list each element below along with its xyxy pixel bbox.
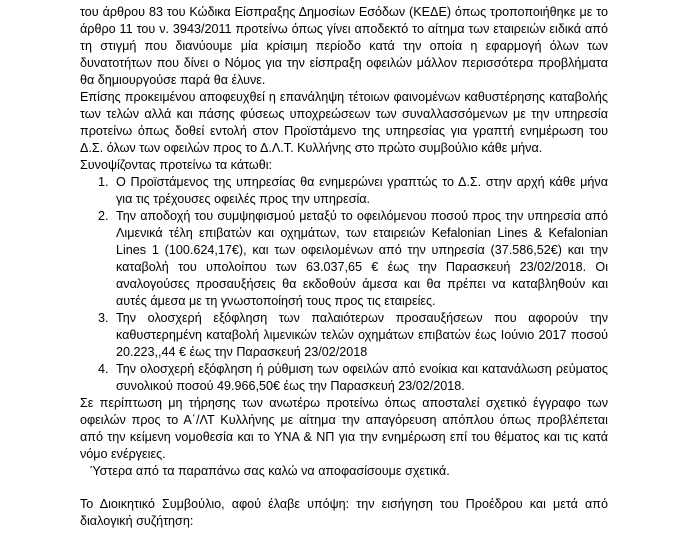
list-text: Ο Προϊστάμενος της υπηρεσίας θα ενημερώνει γραπτώς το Δ.Σ. στην αρχή κάθε μήνα για τις τρέχουσες οφειλές προς την υπηρεσία.: [116, 175, 608, 206]
list-item: [80, 361, 608, 395]
list-number: 3.: [98, 311, 109, 325]
paragraph-decide: Ύστερα από τα παραπάνω σας καλώ να αποφασίσουμε σχετικά.: [90, 464, 450, 478]
paragraph-monthly-report: Επίσης προκειμένου αποφευχθεί η επανάληψη τέτοιων φαινομένων καθυστέρησης καταβολής των τελών αλλά και πάσης φύσεως υποχρεώσεων των συναλλασσόμενων με την υπηρεσία προτείνω όπως δοθεί εντολή στον Προϊστάμενο της υπηρεσίας για γραπτή ενημέρωση του Δ.Σ. όλων των οφειλών προς το Δ.Λ.Τ. Κυλλήνης στο πρώτο συμβούλιο κάθε μήνα.: [80, 90, 608, 155]
paragraph-board-decision: Το Διοικητικό Συμβούλιο, αφού έλαβε υπόψη: την εισήγηση του Προέδρου και μετά από διαλογική συζήτηση:: [80, 497, 608, 528]
list-number: 2.: [98, 209, 109, 223]
proposal-list: [80, 174, 608, 395]
document-body: [80, 4, 608, 530]
list-text: Την ολοσχερή εξόφληση ή ρύθμιση των οφειλών από ενοίκια και κατανάλωση ρεύματος συνολικού ποσού 49.966,50€ έως την Παρασκευή 23/02/2018.: [116, 362, 608, 393]
list-number: 1.: [98, 175, 109, 189]
paragraph-ked-e: του άρθρου 83 του Κώδικα Είσπραξης Δημοσίων Εσόδων (ΚΕΔΕ) όπως τροποποιήθηκε με το άρθρο 11 του ν. 3943/2011 προτείνω όπως γίνει αποδεκτό το αίτημα των εταιρειών ειδικά από τη στιγμή που διανύουμε μία κρίσιμη περίοδο κατά την οποία η εφαρμογή όλων των δυνατοτήτων που δίνει ο Νόμος για την είσπραξη οφειλών μάλλον περισσότερα προβλήματα θα δημιουργούσε παρά θα έλυνε.: [80, 5, 608, 87]
paragraph-summary-intro: Συνοψίζοντας προτείνω τα κάτωθι:: [80, 158, 273, 172]
list-number: 4.: [98, 362, 109, 376]
list-text: Την ολοσχερή εξόφληση των παλαιότερων προσαυξήσεων που αφορούν την καθυστερημένη καταβολή λιμενικών τελών οχημάτων επιβατών έως Ιούνιο 2017 ποσού 20.223,,44 € έως την Παρασκευή 23/02/2018: [116, 311, 608, 359]
document-page: [0, 4, 680, 548]
paragraph-noncompliance: Σε περίπτωση μη τήρησης των ανωτέρω προτείνω όπως αποσταλεί σχετικό έγγραφο των οφειλών προς το Α΄/ΛΤ Κυλλήνης με αίτημα την απαγόρευση απόπλου όπως προβλέπεται από την κείμενη νομοθεσία και το ΥΝΑ & ΝΠ για την ενημέρωση επί του θέματος και τις κατά νόμο ενέργειες.: [80, 396, 608, 461]
list-item: [80, 310, 608, 361]
list-item: [80, 208, 608, 310]
list-text: Την αποδοχή του συμψηφισμού μεταξύ το οφειλόμενου ποσού προς την υπηρεσία από Λιμενικά τέλη επιβατών και οχημάτων, των εταιρειών Kefalonian Lines & Kefalonian Lines 1 (100.624,17€), και των οφειλομένων από την υπηρεσία (37.586,52€) και την καταβολή του υπολοίπου των 63.037,65 € έως την Παρασκευή 23/02/2018. Οι αναλογούσες προσαυξήσεις θα εκδοθούν άμεσα και θα πρέπει να καταβληθούν και αυτές άμεσα με τη γνωστοποίησή τους προς τις εταιρείες.: [116, 209, 608, 308]
spacer: [80, 480, 608, 496]
list-item: [80, 174, 608, 208]
